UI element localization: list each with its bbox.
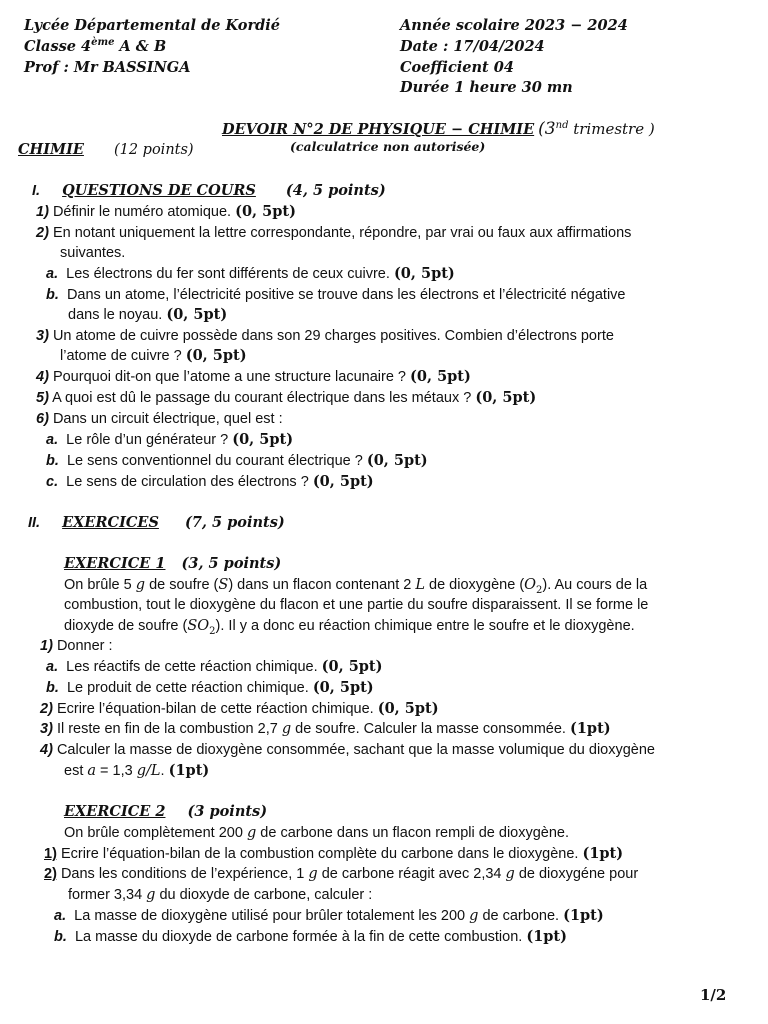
ex1-question-3: 3) Il reste en fin de la combustion 2,7 g de soufre. Calculer la masse consommée. (1pt) bbox=[40, 720, 611, 737]
question-2: 2) En notant uniquement la lettre correspondante, répondre, par vrai ou faux aux affirmations bbox=[36, 225, 632, 241]
question-6c: c. Le sens de circulation des électrons ? (0, 5pt) bbox=[46, 473, 374, 490]
question-4: 4) Pourquoi dit-on que l’atome a une structure lacunaire ? (0, 5pt) bbox=[36, 368, 471, 385]
exercise-1-heading: EXERCICE 1 (3, 5 points) bbox=[64, 555, 282, 572]
school-year: Année scolaire 2023 − 2024 bbox=[400, 17, 628, 34]
ex1-question-1: 1) Donner : bbox=[40, 638, 113, 654]
ex1-question-1b: b. Le produit de cette réaction chimique. (0, 5pt) bbox=[46, 679, 374, 696]
question-6: 6) Dans un circuit électrique, quel est : bbox=[36, 411, 283, 427]
question-5: 5) A quoi est dû le passage du courant électrique dans les métaux ? (0, 5pt) bbox=[36, 389, 537, 406]
exercise-2-heading: EXERCICE 2 (3 points) bbox=[64, 803, 268, 820]
ex2-question-2a: a. La masse de dioxygène utilisé pour brûler totalement les 200 g de carbone. (1pt) bbox=[54, 907, 604, 924]
ex1-question-4: 4) Calculer la masse de dioxygène consommée, sachant que la masse volumique du dioxygène bbox=[40, 742, 655, 758]
exam-date: Date : 17/04/2024 bbox=[400, 38, 545, 55]
exercise-1-line-1: On brûle 5 g de soufre (S) dans un flacon contenant 2 L de dioxygène $(O_2)$. Au cours de la bbox=[64, 577, 648, 596]
section-1-heading: I. QUESTIONS DE COURS (4, 5 points) bbox=[32, 182, 386, 199]
page-number: 1/2 bbox=[700, 986, 727, 1004]
ex1-question-4-cont: est a = 1,3 g/L. (1pt) bbox=[64, 762, 210, 779]
ex2-question-2: 2) Dans les conditions de l’expérience, 1 g de carbone réagit avec 2,34 g de dioxygéne pour bbox=[44, 866, 639, 882]
ex2-question-2b: b. La masse du dioxyde de carbone formée à la fin de cette combustion. (1pt) bbox=[54, 928, 567, 945]
ex2-question-1: 1) Ecrire l’équation-bilan de la combustion complète du carbone dans le dioxygène. (1pt) bbox=[44, 845, 624, 862]
question-6a: a. Le rôle d’un générateur ? (0, 5pt) bbox=[46, 431, 294, 448]
class-label: Classe 4ème A & B bbox=[24, 37, 167, 55]
exercise-1-line-3: dioxyde de soufre $(SO_2)$. Il y a donc eu réaction chimique entre le soufre et le dioxygène. bbox=[64, 618, 635, 637]
section-2-heading: II. EXERCICES (7, 5 points) bbox=[28, 514, 285, 531]
exercise-1-line-2: combustion, tout le dioxygène du flacon et une partie du soufre disparaissent. Il se forme le bbox=[64, 597, 649, 613]
ex1-question-1a: a. Les réactifs de cette réaction chimique. (0, 5pt) bbox=[46, 658, 383, 675]
question-2b: b. Dans un atome, l’électricité positive se trouve dans les électrons et l’électricité négative bbox=[46, 287, 626, 303]
question-2b-cont: dans le noyau. (0, 5pt) bbox=[68, 306, 228, 323]
coefficient: Coefficient 04 bbox=[400, 59, 514, 76]
question-3: 3) Un atome de cuivre possède dans son 29 charges positives. Combien d’électrons porte bbox=[36, 328, 614, 344]
duration: Durée 1 heure 30 mn bbox=[400, 79, 573, 96]
question-1: 1) Définir le numéro atomique. (0, 5pt) bbox=[36, 203, 296, 220]
question-2a: a. Les électrons du fer sont différents de ceux cuivre. (0, 5pt) bbox=[46, 265, 455, 282]
calculator-note: (calculatrice non autorisée) bbox=[290, 139, 486, 154]
exam-title: DEVOIR N°2 DE PHYSIQUE − CHIMIE (3nd trimestre ) bbox=[222, 119, 655, 139]
question-3-cont: l’atome de cuivre ? (0, 5pt) bbox=[60, 347, 247, 364]
chimie-heading: CHIMIE (12 points) bbox=[18, 141, 194, 158]
exercise-2-intro: On brûle complètement 200 g de carbone dans un flacon rempli de dioxygène. bbox=[64, 825, 570, 841]
ex2-question-2-cont: former 3,34 g du dioxyde de carbone, calculer : bbox=[68, 887, 373, 903]
question-6b: b. Le sens conventionnel du courant électrique ? (0, 5pt) bbox=[46, 452, 428, 469]
ex1-question-2: 2) Ecrire l’équation-bilan de cette réaction chimique. (0, 5pt) bbox=[40, 700, 439, 717]
teacher-name: Prof : Mr BASSINGA bbox=[24, 59, 191, 76]
question-2-cont: suivantes. bbox=[60, 245, 126, 261]
school-name: Lycée Départemental de Kordié bbox=[24, 17, 280, 34]
